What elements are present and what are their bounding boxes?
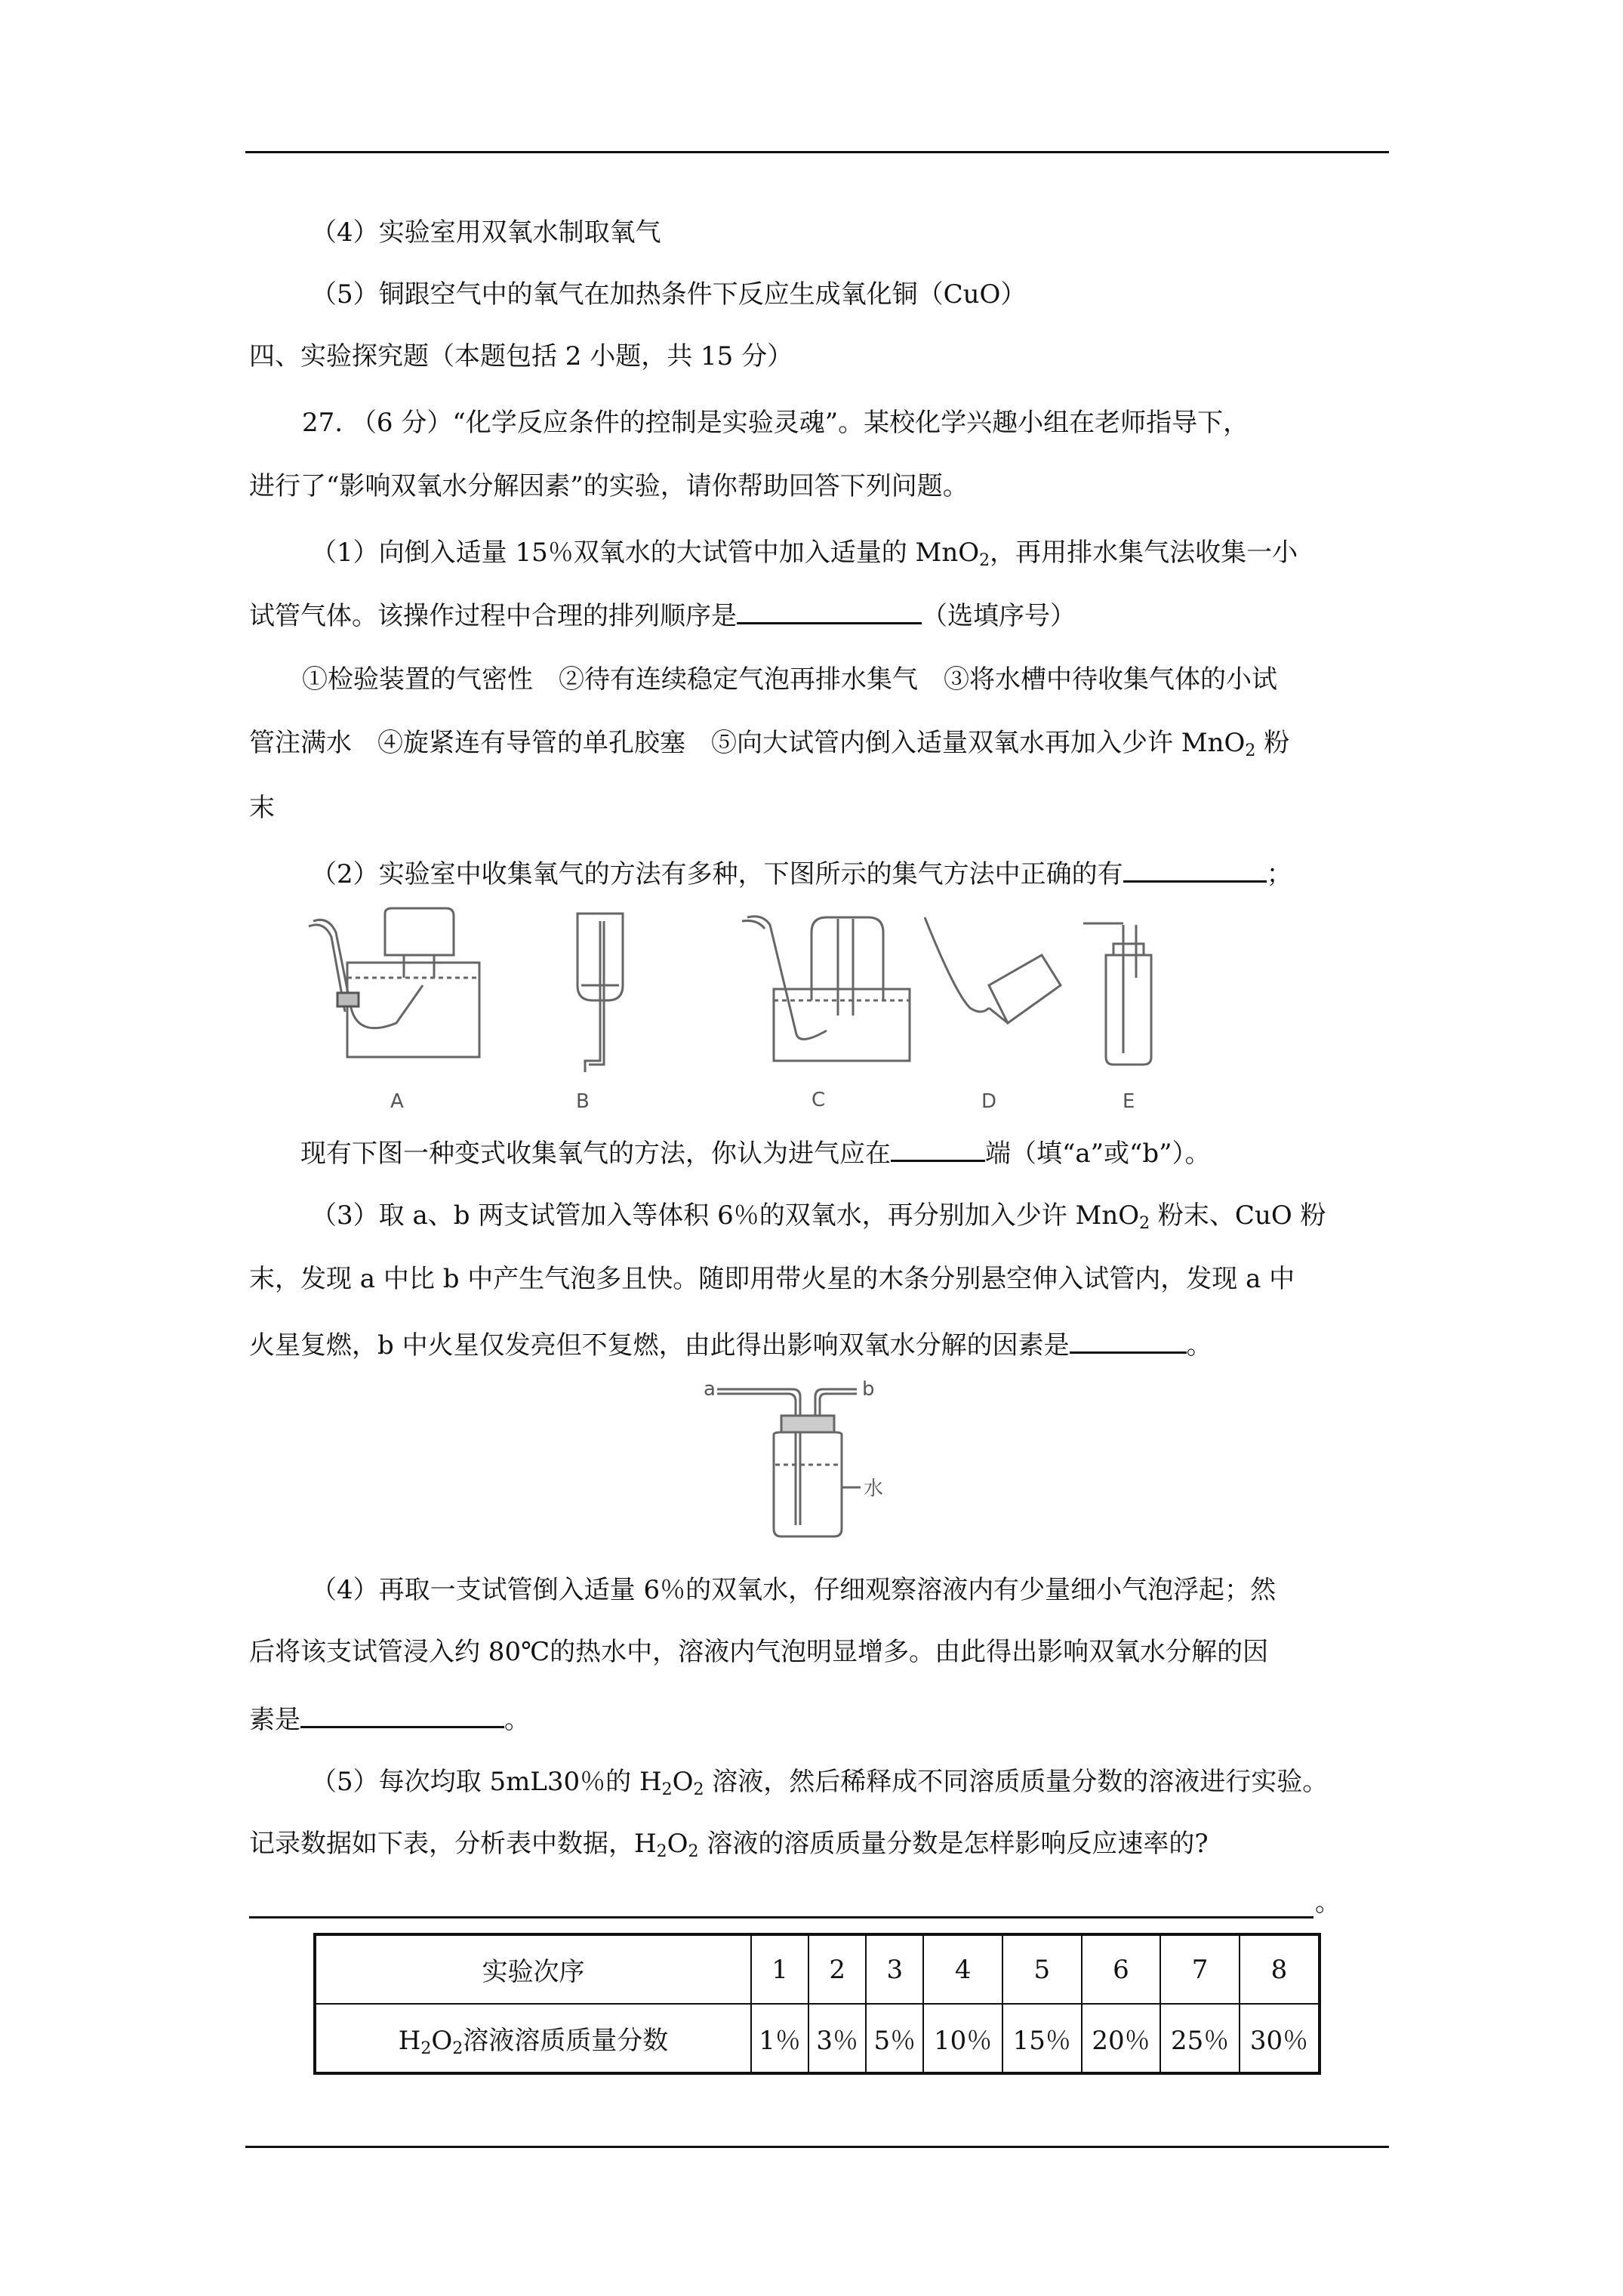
concentration-table — [313, 1933, 1321, 2075]
table-row — [315, 2004, 1320, 2073]
table-cell: 2 — [808, 1934, 866, 2004]
q27-3-line2: 末，发现 a 中比 b 中产生气泡多且快。随即用带火星的木条分别悬空伸入试管内，发现 a 中 — [249, 1264, 1295, 1294]
q27-4-line1: （4）再取一支试管倒入适量 6％的双氧水，仔细观察溶液内有少量细小气泡浮起；然 — [311, 1575, 1277, 1605]
table-cell: 5 — [1002, 1934, 1082, 2004]
footer-rule — [245, 2146, 1389, 2148]
options-line1: ①检验装置的气密性 ②待有连续稳定气泡再排水集气 ③将水槽中待收集气体的小试 — [302, 664, 1277, 695]
q27-intro-line2: 进行了“影响双氧水分解因素”的实验，请你帮助回答下列问题。 — [249, 471, 969, 501]
table-cell: 3 — [866, 1934, 923, 2004]
answer-blank-factor-catalyst[interactable] — [1070, 1327, 1187, 1354]
tube-label-a: a — [704, 1378, 716, 1401]
answer-blank-inlet[interactable] — [891, 1136, 985, 1162]
answer-blank-factor-temperature[interactable] — [300, 1702, 504, 1728]
answer-blank-order[interactable] — [737, 598, 922, 624]
apparatus-d — [925, 917, 1061, 1023]
apparatus-e — [1083, 923, 1151, 1065]
q27-1-line1: （1）向倒入适量 15％双氧水的大试管中加入适量的 MnO$_2$，再用排水集气法收集一小 — [311, 538, 1298, 570]
gas-collection-figure — [298, 902, 1166, 1117]
q27-4-line3: 素是 。 — [249, 1702, 530, 1735]
tube-label-b: b — [862, 1378, 875, 1401]
table-row — [315, 1934, 1320, 2004]
answer-line-rate[interactable] — [249, 1916, 1313, 1918]
q27-4-line2: 后将该支试管浸入约 80℃的热水中，溶液内气泡明显增多。由此得出影响双氧水分解的因 — [249, 1637, 1269, 1667]
table-cell: 1 — [751, 1934, 808, 2004]
table-cell: 5％ — [866, 2004, 923, 2073]
table-cell: 25％ — [1160, 2004, 1240, 2073]
answer-blank-methods[interactable] — [1123, 856, 1267, 883]
table-cell: 3％ — [808, 2004, 866, 2073]
apparatus-c — [742, 917, 910, 1061]
figure-label-d: D — [981, 1090, 997, 1113]
table-head-concentration: $H_2O_2$溶液溶质质量分数 — [315, 2004, 751, 2073]
q27-intro-line1: 27. （6 分）“化学反应条件的控制是实验灵魂”。某校化学兴趣小组在老师指导下， — [302, 408, 1249, 438]
table-cell: 6 — [1082, 1934, 1161, 2004]
header-rule — [245, 151, 1389, 153]
q27-1-line2: 试管气体。该操作过程中合理的排列顺序是 （选填序号） — [249, 598, 1076, 631]
figure-label-c: C — [812, 1089, 826, 1111]
options-line3: 末 — [249, 793, 275, 823]
figure-label-a: A — [390, 1090, 404, 1113]
section-heading: 四、实验探究题（本题包括 2 小题，共 15 分） — [249, 341, 793, 371]
gas-bottle-figure — [702, 1374, 944, 1548]
water-label: 水 — [864, 1478, 884, 1500]
answer-line-end: 。 — [1315, 1888, 1341, 1918]
q27-3-line3: 火星复燃，b 中火星仅发亮但不复燃，由此得出影响双氧水分解的因素是 。 — [249, 1327, 1212, 1361]
q27-5-line2: 记录数据如下表，分析表中数据，$H_2O_2$ 溶液的溶质质量分数是怎样影响反应速率的? — [249, 1829, 1209, 1861]
q5-text: （5）铜跟空气中的氧气在加热条件下反应生成氧化铜（CuO） — [311, 279, 1027, 310]
table-cell: 7 — [1160, 1934, 1240, 2004]
table-cell: 15％ — [1002, 2004, 1082, 2073]
apparatus-a — [309, 908, 479, 1057]
q27-5-line1: （5）每次均取 5mL30％的 $H_2O_2$ 溶液，然后稀释成不同溶质质量分数的溶液进行实验。 — [311, 1767, 1329, 1799]
table-cell: 4 — [923, 1934, 1002, 2004]
table-cell: 1％ — [751, 2004, 808, 2073]
figure-label-e: E — [1123, 1090, 1135, 1113]
options-line2: 管注满水 ④旋紧连有导管的单孔胶塞 ⑤向大试管内倒入适量双氧水再加入少许 MnO$_2$ 粉 — [249, 728, 1290, 760]
figure-label-b: B — [576, 1090, 590, 1113]
table-cell: 20％ — [1082, 2004, 1161, 2073]
q4-text: （4）实验室用双氧水制取氧气 — [311, 217, 661, 248]
table-head-order: 实验次序 — [315, 1934, 751, 2004]
q27-2-line: （2）实验室中收集氧气的方法有多种，下图所示的集气方法中正确的有 ； — [311, 856, 1292, 889]
table-cell: 10％ — [923, 2004, 1002, 2073]
table-cell: 30％ — [1240, 2004, 1320, 2073]
apparatus-b — [577, 914, 623, 1072]
q27-2b-line: 现有下图一种变式收集氧气的方法，你认为进气应在 端（填“a”或“b”）。 — [300, 1136, 1211, 1169]
q27-3-line1: （3）取 a、b 两支试管加入等体积 6％的双氧水，再分别加入少许 MnO$_2$ 粉末、CuO 粉 — [311, 1200, 1326, 1233]
table-cell: 8 — [1240, 1934, 1320, 2004]
